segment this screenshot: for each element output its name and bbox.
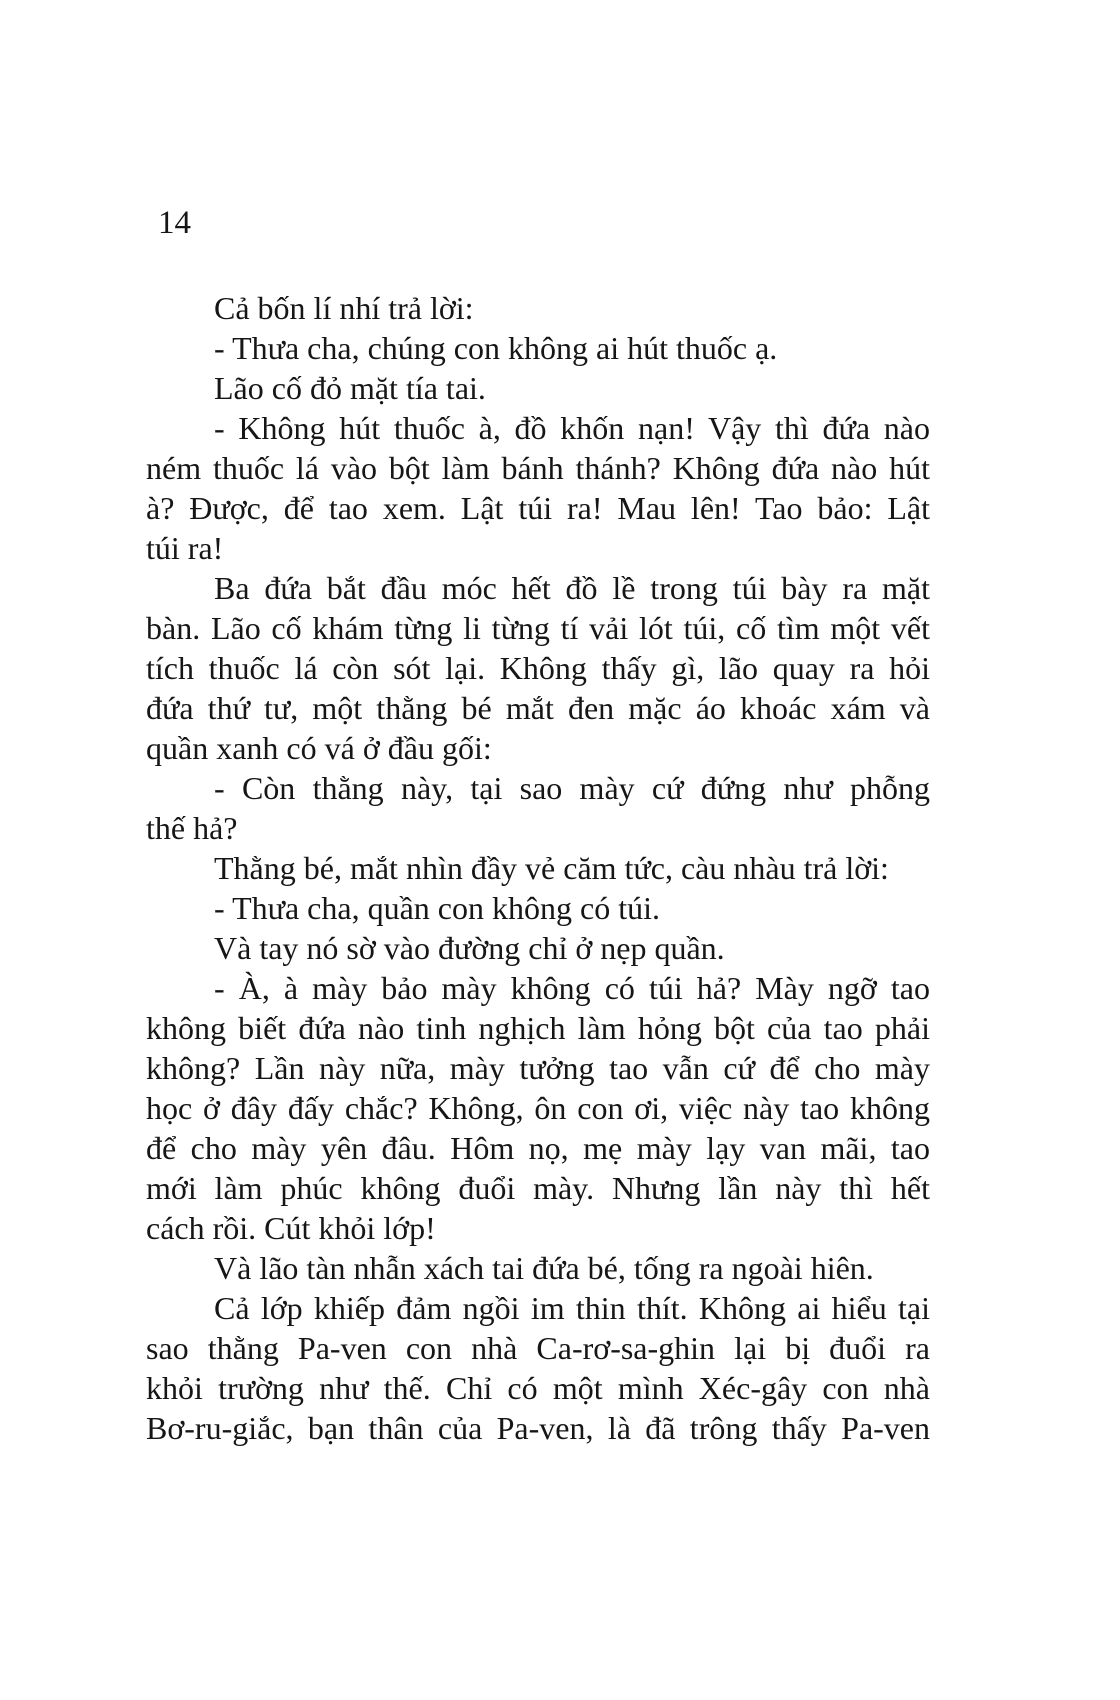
text-line: đứa thứ tư, một thằng bé mắt đen mặc áo khoác xám và <box>146 690 930 726</box>
text-line: bàn. Lão cố khám từng li từng tí vải lót túi, cố tìm một vết <box>146 610 930 646</box>
text-line: - Thưa cha, chúng con không ai hút thuốc ạ. <box>214 330 778 366</box>
text-line: Lão cố đỏ mặt tía tai. <box>214 370 486 406</box>
text-line: không? Lần này nữa, mày tưởng tao vẫn cứ để cho mày <box>146 1050 930 1086</box>
paragraph <box>146 928 930 968</box>
text-line: à? Được, để tao xem. Lật túi ra! Mau lên! Tao bảo: Lật <box>146 490 930 526</box>
text-line: để cho mày yên đâu. Hôm nọ, mẹ mày lạy van mãi, tao <box>146 1130 930 1166</box>
paragraph <box>146 408 930 568</box>
paragraph <box>146 848 930 888</box>
text-line: Cả lớp khiếp đảm ngồi im thin thít. Không ai hiểu tại <box>214 1290 930 1326</box>
text-line: Thằng bé, mắt nhìn đầy vẻ căm tức, càu nhàu trả lời: <box>214 850 889 886</box>
text-line: - Thưa cha, quần con không có túi. <box>214 890 660 926</box>
text-line: mới làm phúc không đuổi mày. Nhưng lần này thì hết <box>146 1170 930 1206</box>
paragraph <box>146 968 930 1248</box>
text-line: Và lão tàn nhẫn xách tai đứa bé, tống ra ngoài hiên. <box>214 1250 874 1286</box>
text-line: Ba đứa bắt đầu móc hết đồ lề trong túi bày ra mặt <box>214 570 930 606</box>
paragraph <box>146 328 930 368</box>
text-line: quần xanh có vá ở đầu gối: <box>146 730 492 766</box>
body-text <box>146 288 930 1448</box>
text-line: - Còn thằng này, tại sao mày cứ đứng như phỗng <box>214 770 930 806</box>
text-line: Và tay nó sờ vào đường chỉ ở nẹp quần. <box>214 930 725 966</box>
text-line: - Không hút thuốc à, đồ khốn nạn! Vậy thì đứa nào <box>214 410 930 446</box>
text-line: ném thuốc lá vào bột làm bánh thánh? Không đứa nào hút <box>146 450 930 486</box>
text-line: túi ra! <box>146 530 224 566</box>
text-line: tích thuốc lá còn sót lại. Không thấy gì, lão quay ra hỏi <box>146 650 930 686</box>
paragraph <box>146 288 930 328</box>
text-line: Cả bốn lí nhí trả lời: <box>214 290 474 326</box>
paragraph <box>146 1288 930 1448</box>
text-line: không biết đứa nào tinh nghịch làm hỏng bột của tao phải <box>146 1010 930 1046</box>
text-line: - À, à mày bảo mày không có túi hả? Mày ngỡ tao <box>214 970 930 1006</box>
text-line: cách rồi. Cút khỏi lớp! <box>146 1210 436 1246</box>
paragraph <box>146 768 930 848</box>
page-number: 14 <box>158 205 191 241</box>
paragraph <box>146 888 930 928</box>
paragraph <box>146 568 930 768</box>
text-line: Bơ-ru-giắc, bạn thân của Pa-ven, là đã trông thấy Pa-ven <box>146 1410 930 1446</box>
text-line: sao thằng Pa-ven con nhà Ca-rơ-sa-ghin lại bị đuổi ra <box>146 1330 930 1366</box>
text-line: khỏi trường như thế. Chỉ có một mình Xéc-gây con nhà <box>146 1370 930 1406</box>
paragraph <box>146 1248 930 1288</box>
text-line: học ở đây đấy chắc? Không, ôn con ơi, việc này tao không <box>146 1090 930 1126</box>
text-line: thế hả? <box>146 810 238 846</box>
paragraph <box>146 368 930 408</box>
